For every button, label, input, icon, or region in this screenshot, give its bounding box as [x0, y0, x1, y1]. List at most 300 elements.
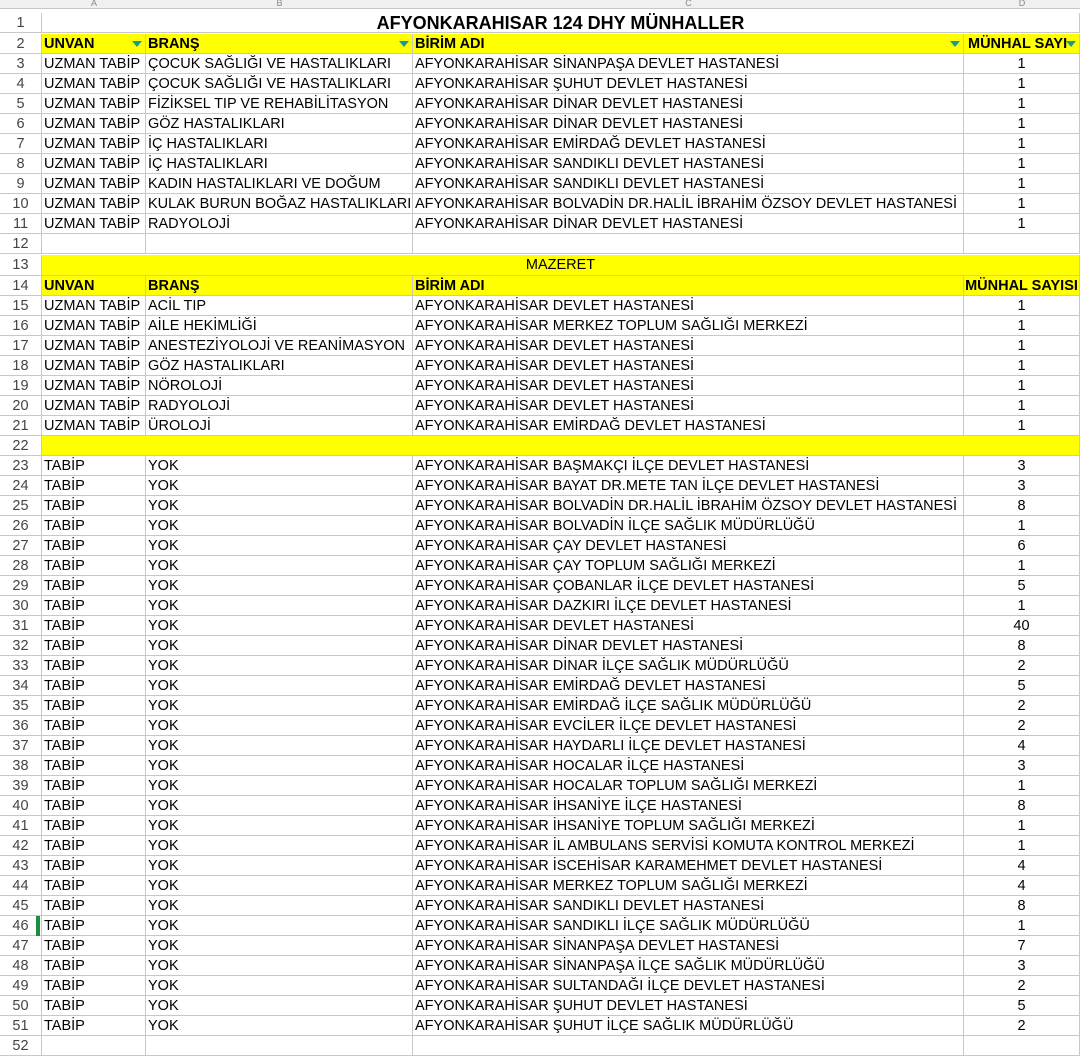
- cell-munhal[interactable]: 1: [964, 596, 1080, 616]
- cell-birim[interactable]: AFYONKARAHİSAR DİNAR DEVLET HASTANESİ: [413, 94, 964, 114]
- cell-brans[interactable]: YOK: [146, 816, 413, 836]
- row-22: [0, 436, 1080, 456]
- cell-birim[interactable]: AFYONKARAHİSAR DEVLET HASTANESİ: [413, 356, 964, 376]
- table-row: [0, 296, 1080, 316]
- cell-unvan[interactable]: TABİP: [42, 456, 146, 476]
- cell-birim[interactable]: AFYONKARAHİSAR İHSANİYE TOPLUM SAĞLIĞI MERKEZİ: [413, 816, 964, 836]
- row-number[interactable]: 46: [0, 916, 42, 936]
- cell-munhal[interactable]: 1: [964, 74, 1080, 94]
- cell-munhal[interactable]: 1: [964, 836, 1080, 856]
- header-munhal-label: MÜNHAL SAYI: [968, 36, 1068, 52]
- header-munhal[interactable]: [964, 34, 1080, 54]
- cell-brans[interactable]: YOK: [146, 756, 413, 776]
- table-row: [0, 356, 1080, 376]
- row-number[interactable]: 51: [0, 1016, 42, 1036]
- cell-munhal[interactable]: 1: [964, 154, 1080, 174]
- cell-munhal[interactable]: 2: [964, 1016, 1080, 1036]
- cell-birim[interactable]: AFYONKARAHİSAR SULTANDAĞI İLÇE DEVLET HASTANESİ: [413, 976, 964, 996]
- cell-unvan[interactable]: TABİP: [42, 936, 146, 956]
- table-row: [0, 1016, 1080, 1036]
- cell-munhal[interactable]: 6: [964, 536, 1080, 556]
- table-row: [0, 776, 1080, 796]
- table-row: [0, 936, 1080, 956]
- cell-brans[interactable]: YOK: [146, 996, 413, 1016]
- cell-unvan[interactable]: TABİP: [42, 536, 146, 556]
- row-number[interactable]: 49: [0, 976, 42, 996]
- cell-unvan[interactable]: TABİP: [42, 876, 146, 896]
- row-number[interactable]: 48: [0, 956, 42, 976]
- cell-unvan[interactable]: TABİP: [42, 796, 146, 816]
- table-row: [0, 94, 1080, 114]
- cell-brans[interactable]: YOK: [146, 696, 413, 716]
- row-number[interactable]: 2: [0, 34, 42, 54]
- table-row: [0, 816, 1080, 836]
- cell-birim[interactable]: AFYONKARAHİSAR DEVLET HASTANESİ: [413, 296, 964, 316]
- mazeret-section-label[interactable]: MAZERET: [42, 255, 1080, 276]
- cell-birim[interactable]: AFYONKARAHİSAR BAYAT DR.METE TAN İLÇE DEVLET HASTANESİ: [413, 476, 964, 496]
- filter-dropdown-icon[interactable]: [399, 41, 409, 47]
- row-number[interactable]: 47: [0, 936, 42, 956]
- cell-birim[interactable]: AFYONKARAHİSAR ŞUHUT DEVLET HASTANESİ: [413, 996, 964, 1016]
- cell-brans[interactable]: AİLE HEKİMLİĞİ: [146, 316, 413, 336]
- row-number[interactable]: 41: [0, 816, 42, 836]
- row-number[interactable]: 3: [0, 54, 42, 74]
- cell-unvan[interactable]: TABİP: [42, 616, 146, 636]
- cell[interactable]: [42, 234, 146, 254]
- cell-brans[interactable]: YOK: [146, 536, 413, 556]
- cell-brans[interactable]: YOK: [146, 556, 413, 576]
- row-number[interactable]: 44: [0, 876, 42, 896]
- cell-brans[interactable]: ACİL TIP: [146, 296, 413, 316]
- table-row: [0, 996, 1080, 1016]
- cell-unvan[interactable]: TABİP: [42, 496, 146, 516]
- cell-unvan[interactable]: TABİP: [42, 476, 146, 496]
- cell-birim[interactable]: AFYONKARAHİSAR İHSANİYE İLÇE HASTANESİ: [413, 796, 964, 816]
- cell-munhal[interactable]: 8: [964, 636, 1080, 656]
- cell-unvan[interactable]: TABİP: [42, 736, 146, 756]
- cell-munhal[interactable]: 1: [964, 396, 1080, 416]
- cell[interactable]: [146, 234, 413, 254]
- cell-unvan[interactable]: UZMAN TABİP: [42, 376, 146, 396]
- cell-birim[interactable]: AFYONKARAHİSAR İL AMBULANS SERVİSİ KOMUTA KONTROL MERKEZİ: [413, 836, 964, 856]
- cell-birim[interactable]: AFYONKARAHİSAR ÇOBANLAR İLÇE DEVLET HASTANESİ: [413, 576, 964, 596]
- row-number[interactable]: 25: [0, 496, 42, 516]
- separator-row[interactable]: [42, 436, 1080, 456]
- cell-brans[interactable]: YOK: [146, 496, 413, 516]
- header-brans-label: BRANŞ: [148, 36, 200, 52]
- cell-birim[interactable]: AFYONKARAHİSAR EMİRDAĞ DEVLET HASTANESİ: [413, 134, 964, 154]
- table-row: [0, 376, 1080, 396]
- cell-birim[interactable]: AFYONKARAHİSAR BAŞMAKÇI İLÇE DEVLET HASTANESİ: [413, 456, 964, 476]
- cell-munhal[interactable]: 1: [964, 776, 1080, 796]
- cell-brans[interactable]: İÇ HASTALIKLARI: [146, 134, 413, 154]
- cell-munhal[interactable]: 3: [964, 456, 1080, 476]
- cell-birim[interactable]: AFYONKARAHİSAR ŞUHUT İLÇE SAĞLIK MÜDÜRLÜĞÜ: [413, 1016, 964, 1036]
- cell-birim[interactable]: AFYONKARAHİSAR SANDIKLI DEVLET HASTANESİ: [413, 154, 964, 174]
- table-row: [0, 576, 1080, 596]
- cell-unvan[interactable]: UZMAN TABİP: [42, 194, 146, 214]
- cell-unvan[interactable]: TABİP: [42, 1016, 146, 1036]
- row-number[interactable]: 38: [0, 756, 42, 776]
- cell-munhal[interactable]: 1: [964, 214, 1080, 234]
- row-number[interactable]: 15: [0, 296, 42, 316]
- cell-birim[interactable]: AFYONKARAHİSAR HOCALAR İLÇE HASTANESİ: [413, 756, 964, 776]
- table-row: [0, 956, 1080, 976]
- cell-munhal[interactable]: 8: [964, 496, 1080, 516]
- cell-birim[interactable]: AFYONKARAHİSAR SİNANPAŞA DEVLET HASTANESİ: [413, 54, 964, 74]
- cell-munhal[interactable]: 8: [964, 896, 1080, 916]
- row-number[interactable]: 31: [0, 616, 42, 636]
- cell-brans[interactable]: YOK: [146, 636, 413, 656]
- cell-munhal[interactable]: 1: [964, 356, 1080, 376]
- cell-munhal[interactable]: 1: [964, 134, 1080, 154]
- cell-birim[interactable]: AFYONKARAHİSAR MERKEZ TOPLUM SAĞLIĞI MERKEZİ: [413, 876, 964, 896]
- cell-munhal[interactable]: 2: [964, 716, 1080, 736]
- cell-brans[interactable]: ÇOCUK SAĞLIĞI VE HASTALIKLARI: [146, 54, 413, 74]
- header-birim-label: BİRİM ADI: [415, 36, 485, 52]
- cell-unvan[interactable]: TABİP: [42, 516, 146, 536]
- row-number[interactable]: 23: [0, 456, 42, 476]
- row-number[interactable]: 16: [0, 316, 42, 336]
- cell[interactable]: [42, 1036, 146, 1056]
- row-number[interactable]: 5: [0, 94, 42, 114]
- corner-cell[interactable]: [0, 0, 42, 9]
- cell-birim[interactable]: AFYONKARAHİSAR DEVLET HASTANESİ: [413, 376, 964, 396]
- cell-birim[interactable]: AFYONKARAHİSAR DİNAR DEVLET HASTANESİ: [413, 114, 964, 134]
- cell-birim[interactable]: AFYONKARAHİSAR BOLVADİN DR.HALİL İBRAHİM ÖZSOY DEVLET HASTANESİ: [413, 194, 964, 214]
- cell-birim[interactable]: AFYONKARAHİSAR SİNANPAŞA DEVLET HASTANESİ: [413, 936, 964, 956]
- cell-brans[interactable]: YOK: [146, 896, 413, 916]
- cell-munhal[interactable]: 5: [964, 676, 1080, 696]
- cell-birim[interactable]: AFYONKARAHİSAR DEVLET HASTANESİ: [413, 336, 964, 356]
- row-number[interactable]: 33: [0, 656, 42, 676]
- cell-brans[interactable]: YOK: [146, 716, 413, 736]
- col-header-b[interactable]: B: [146, 0, 413, 9]
- table-row: [0, 536, 1080, 556]
- cell-brans[interactable]: YOK: [146, 476, 413, 496]
- table-row: [0, 616, 1080, 636]
- cell-unvan[interactable]: UZMAN TABİP: [42, 54, 146, 74]
- cell-birim[interactable]: AFYONKARAHİSAR SİNANPAŞA İLÇE SAĞLIK MÜDÜRLÜĞÜ: [413, 956, 964, 976]
- row-number[interactable]: 11: [0, 214, 42, 234]
- cell-munhal[interactable]: 1: [964, 336, 1080, 356]
- row-number[interactable]: 35: [0, 696, 42, 716]
- row-52: [0, 1036, 1080, 1056]
- table-row: [0, 836, 1080, 856]
- cell-brans[interactable]: ÇOCUK SAĞLIĞI VE HASTALIKLARI: [146, 74, 413, 94]
- cell-munhal[interactable]: 1: [964, 816, 1080, 836]
- row-number[interactable]: 42: [0, 836, 42, 856]
- row-number[interactable]: 40: [0, 796, 42, 816]
- row-13: [0, 255, 1080, 276]
- sheet-title[interactable]: AFYONKARAHISAR 124 DHY MÜNHALLER: [42, 13, 1080, 33]
- row-number[interactable]: 20: [0, 396, 42, 416]
- cell-munhal[interactable]: 2: [964, 656, 1080, 676]
- cell-munhal[interactable]: 8: [964, 796, 1080, 816]
- row-number[interactable]: 22: [0, 436, 42, 456]
- cell-unvan[interactable]: TABİP: [42, 896, 146, 916]
- cell-unvan[interactable]: TABİP: [42, 956, 146, 976]
- cell-unvan[interactable]: UZMAN TABİP: [42, 296, 146, 316]
- cell-birim[interactable]: AFYONKARAHİSAR HAYDARLI İLÇE DEVLET HASTANESİ: [413, 736, 964, 756]
- cell-brans[interactable]: YOK: [146, 936, 413, 956]
- cell-birim[interactable]: AFYONKARAHİSAR EMİRDAĞ İLÇE SAĞLIK MÜDÜRLÜĞÜ: [413, 696, 964, 716]
- cell[interactable]: [964, 1036, 1080, 1056]
- cell-brans[interactable]: YOK: [146, 856, 413, 876]
- cell-brans[interactable]: YOK: [146, 876, 413, 896]
- row-number[interactable]: 29: [0, 576, 42, 596]
- cell-munhal[interactable]: 2: [964, 696, 1080, 716]
- row-2-header: [0, 34, 1080, 54]
- cell-unvan[interactable]: TABİP: [42, 676, 146, 696]
- cell-brans[interactable]: GÖZ HASTALIKLARI: [146, 114, 413, 134]
- cell-brans[interactable]: ÜROLOJİ: [146, 416, 413, 436]
- cell-birim[interactable]: AFYONKARAHİSAR MERKEZ TOPLUM SAĞLIĞI MERKEZİ: [413, 316, 964, 336]
- row-number[interactable]: 1: [0, 13, 42, 33]
- cell-brans[interactable]: GÖZ HASTALIKLARI: [146, 356, 413, 376]
- cell-birim[interactable]: AFYONKARAHİSAR SANDIKLI DEVLET HASTANESİ: [413, 896, 964, 916]
- cell-birim[interactable]: AFYONKARAHİSAR DİNAR DEVLET HASTANESİ: [413, 214, 964, 234]
- row-number[interactable]: 30: [0, 596, 42, 616]
- cell-munhal[interactable]: 1: [964, 316, 1080, 336]
- cell-munhal[interactable]: 1: [964, 516, 1080, 536]
- cell-brans[interactable]: YOK: [146, 1016, 413, 1036]
- cell-munhal[interactable]: 1: [964, 916, 1080, 936]
- row-number[interactable]: 13: [0, 255, 42, 276]
- cell[interactable]: [964, 234, 1080, 254]
- cell-brans[interactable]: YOK: [146, 836, 413, 856]
- cell-birim[interactable]: AFYONKARAHİSAR SANDIKLI İLÇE SAĞLIK MÜDÜRLÜĞÜ: [413, 916, 964, 936]
- cell-birim[interactable]: AFYONKARAHİSAR SANDIKLI DEVLET HASTANESİ: [413, 174, 964, 194]
- row-number[interactable]: 34: [0, 676, 42, 696]
- row-number[interactable]: 12: [0, 234, 42, 254]
- cell-unvan[interactable]: TABİP: [42, 916, 146, 936]
- cell-unvan[interactable]: TABİP: [42, 636, 146, 656]
- cell-birim[interactable]: AFYONKARAHİSAR DEVLET HASTANESİ: [413, 396, 964, 416]
- row-number[interactable]: 8: [0, 154, 42, 174]
- row-number[interactable]: 43: [0, 856, 42, 876]
- table-row: [0, 456, 1080, 476]
- cell-munhal[interactable]: 7: [964, 936, 1080, 956]
- row-number[interactable]: 19: [0, 376, 42, 396]
- cell-birim[interactable]: AFYONKARAHİSAR ŞUHUT DEVLET HASTANESİ: [413, 74, 964, 94]
- cell-unvan[interactable]: TABİP: [42, 556, 146, 576]
- row-number[interactable]: 45: [0, 896, 42, 916]
- cell-brans[interactable]: YOK: [146, 776, 413, 796]
- cell-brans[interactable]: YOK: [146, 796, 413, 816]
- row-number[interactable]: 37: [0, 736, 42, 756]
- cell-brans[interactable]: YOK: [146, 516, 413, 536]
- cell-munhal[interactable]: 1: [964, 376, 1080, 396]
- cell-brans[interactable]: RADYOLOJİ: [146, 396, 413, 416]
- row-number[interactable]: 27: [0, 536, 42, 556]
- table-row: [0, 696, 1080, 716]
- filter-dropdown-icon[interactable]: [1066, 41, 1076, 47]
- header-munhal[interactable]: MÜNHAL SAYISI: [964, 276, 1080, 296]
- header-birim[interactable]: BİRİM ADI: [413, 276, 964, 296]
- cell-munhal[interactable]: 1: [964, 174, 1080, 194]
- col-header-d[interactable]: D: [964, 0, 1080, 9]
- cell-unvan[interactable]: UZMAN TABİP: [42, 416, 146, 436]
- cell[interactable]: [413, 234, 964, 254]
- cell-munhal[interactable]: 3: [964, 476, 1080, 496]
- cell-munhal[interactable]: 1: [964, 194, 1080, 214]
- cell-munhal[interactable]: 4: [964, 876, 1080, 896]
- cell-unvan[interactable]: UZMAN TABİP: [42, 336, 146, 356]
- cell[interactable]: [146, 1036, 413, 1056]
- cell-brans[interactable]: NÖROLOJİ: [146, 376, 413, 396]
- table-row: [0, 516, 1080, 536]
- cell-munhal[interactable]: 4: [964, 736, 1080, 756]
- table-row: [0, 556, 1080, 576]
- header-unvan[interactable]: UNVAN: [42, 276, 146, 296]
- cell-brans[interactable]: ANESTEZİYOLOJİ VE REANİMASYON: [146, 336, 413, 356]
- cell-brans[interactable]: FİZİKSEL TIP VE REHABİLİTASYON: [146, 94, 413, 114]
- cell-munhal[interactable]: 1: [964, 94, 1080, 114]
- cell-munhal[interactable]: 1: [964, 114, 1080, 134]
- row-number[interactable]: 39: [0, 776, 42, 796]
- cell-brans[interactable]: YOK: [146, 616, 413, 636]
- cell-unvan[interactable]: TABİP: [42, 716, 146, 736]
- cell-unvan[interactable]: TABİP: [42, 576, 146, 596]
- table-row: [0, 676, 1080, 696]
- cell-brans[interactable]: İÇ HASTALIKLARI: [146, 154, 413, 174]
- row-number[interactable]: 4: [0, 74, 42, 94]
- cell-brans[interactable]: KULAK BURUN BOĞAZ HASTALIKLARI: [148, 196, 412, 212]
- table-row: [0, 476, 1080, 496]
- table-row: [0, 796, 1080, 816]
- cell-birim[interactable]: AFYONKARAHİSAR BOLVADİN DR.HALİL İBRAHİM ÖZSOY DEVLET HASTANESİ: [413, 496, 964, 516]
- table-row: [0, 916, 1080, 936]
- cell-munhal[interactable]: 1: [964, 556, 1080, 576]
- row-number[interactable]: 26: [0, 516, 42, 536]
- row-number[interactable]: 24: [0, 476, 42, 496]
- row-number[interactable]: 14: [0, 276, 42, 296]
- cell-unvan[interactable]: TABİP: [42, 976, 146, 996]
- cell-unvan[interactable]: UZMAN TABİP: [42, 356, 146, 376]
- cell-birim[interactable]: AFYONKARAHİSAR DAZKIRI İLÇE DEVLET HASTANESİ: [413, 596, 964, 616]
- row-number[interactable]: 10: [0, 194, 42, 214]
- row-number[interactable]: 9: [0, 174, 42, 194]
- cell-unvan[interactable]: TABİP: [42, 756, 146, 776]
- cell-brans[interactable]: KADIN HASTALIKLARI VE DOĞUM: [146, 174, 413, 194]
- table-row: [0, 54, 1080, 74]
- table-row: [0, 336, 1080, 356]
- cell-brans[interactable]: YOK: [146, 956, 413, 976]
- row-number[interactable]: 50: [0, 996, 42, 1016]
- cell-birim[interactable]: AFYONKARAHİSAR EVCİLER İLÇE DEVLET HASTANESİ: [413, 716, 964, 736]
- cell-unvan[interactable]: UZMAN TABİP: [42, 94, 146, 114]
- table-row: [0, 636, 1080, 656]
- cell-munhal[interactable]: 3: [964, 956, 1080, 976]
- cell-birim[interactable]: AFYONKARAHİSAR ÇAY DEVLET HASTANESİ: [413, 536, 964, 556]
- col-header-a[interactable]: A: [42, 0, 146, 9]
- cell-munhal[interactable]: 1: [964, 54, 1080, 74]
- cell-unvan[interactable]: TABİP: [42, 856, 146, 876]
- row-number[interactable]: 36: [0, 716, 42, 736]
- cell-birim[interactable]: AFYONKARAHİSAR İSCEHİSAR KARAMEHMET DEVLET HASTANESİ: [413, 856, 964, 876]
- row-number[interactable]: 6: [0, 114, 42, 134]
- cell-birim[interactable]: AFYONKARAHİSAR HOCALAR TOPLUM SAĞLIĞI MERKEZİ: [413, 776, 964, 796]
- cell-brans[interactable]: YOK: [146, 456, 413, 476]
- cell-unvan[interactable]: UZMAN TABİP: [42, 154, 146, 174]
- cell-birim[interactable]: AFYONKARAHİSAR EMİRDAĞ DEVLET HASTANESİ: [413, 676, 964, 696]
- cell-munhal[interactable]: 4: [964, 856, 1080, 876]
- table-row: [0, 876, 1080, 896]
- cell-unvan[interactable]: TABİP: [42, 776, 146, 796]
- cell-unvan[interactable]: UZMAN TABİP: [42, 174, 146, 194]
- row-number[interactable]: 28: [0, 556, 42, 576]
- row-number[interactable]: 21: [0, 416, 42, 436]
- cell-unvan[interactable]: UZMAN TABİP: [42, 316, 146, 336]
- cell-unvan[interactable]: TABİP: [42, 656, 146, 676]
- cell-birim[interactable]: AFYONKARAHİSAR ÇAY TOPLUM SAĞLIĞI MERKEZİ: [413, 556, 964, 576]
- row-number[interactable]: 18: [0, 356, 42, 376]
- table-row: [0, 416, 1080, 436]
- cell-unvan[interactable]: UZMAN TABİP: [42, 396, 146, 416]
- col-header-c[interactable]: C: [413, 0, 964, 9]
- active-row-indicator: [36, 916, 40, 936]
- cell-brans[interactable]: RADYOLOJİ: [146, 214, 413, 234]
- row-number[interactable]: 17: [0, 336, 42, 356]
- cell-munhal[interactable]: 5: [964, 576, 1080, 596]
- cell-unvan[interactable]: UZMAN TABİP: [42, 74, 146, 94]
- table-row: [0, 114, 1080, 134]
- cell-brans[interactable]: YOK: [146, 916, 413, 936]
- table-row: [0, 154, 1080, 174]
- cell-unvan[interactable]: UZMAN TABİP: [42, 114, 146, 134]
- row-number[interactable]: 32: [0, 636, 42, 656]
- cell-brans[interactable]: YOK: [146, 736, 413, 756]
- filter-dropdown-icon[interactable]: [950, 41, 960, 47]
- header-brans[interactable]: [146, 34, 413, 54]
- cell-birim[interactable]: AFYONKARAHİSAR BOLVADİN İLÇE SAĞLIK MÜDÜRLÜĞÜ: [413, 516, 964, 536]
- cell-brans[interactable]: YOK: [146, 596, 413, 616]
- cell-birim[interactable]: AFYONKARAHİSAR DİNAR İLÇE SAĞLIK MÜDÜRLÜĞÜ: [413, 656, 964, 676]
- cell[interactable]: [413, 1036, 964, 1056]
- cell-munhal[interactable]: 5: [964, 996, 1080, 1016]
- cell-brans[interactable]: YOK: [146, 576, 413, 596]
- header-brans[interactable]: BRANŞ: [146, 276, 413, 296]
- cell-unvan[interactable]: UZMAN TABİP: [42, 214, 146, 234]
- header-birim[interactable]: [413, 34, 964, 54]
- row-number[interactable]: 52: [0, 1036, 42, 1056]
- cell-birim[interactable]: AFYONKARAHİSAR EMİRDAĞ DEVLET HASTANESİ: [413, 416, 964, 436]
- cell-unvan[interactable]: TABİP: [42, 996, 146, 1016]
- cell-unvan[interactable]: TABİP: [42, 596, 146, 616]
- cell-unvan[interactable]: UZMAN TABİP: [42, 134, 146, 154]
- cell-munhal[interactable]: 1: [964, 296, 1080, 316]
- cell-birim[interactable]: AFYONKARAHİSAR DEVLET HASTANESİ: [413, 616, 964, 636]
- table-row: [0, 716, 1080, 736]
- cell-brans[interactable]: YOK: [146, 676, 413, 696]
- cell-munhal[interactable]: 1: [964, 416, 1080, 436]
- cell-unvan[interactable]: TABİP: [42, 696, 146, 716]
- filter-dropdown-icon[interactable]: [132, 41, 142, 47]
- table-row: [0, 396, 1080, 416]
- cell-munhal[interactable]: 40: [964, 616, 1080, 636]
- cell-birim[interactable]: AFYONKARAHİSAR DİNAR DEVLET HASTANESİ: [413, 636, 964, 656]
- header-unvan[interactable]: [42, 34, 146, 54]
- cell-munhal[interactable]: 2: [964, 976, 1080, 996]
- cell-munhal[interactable]: 3: [964, 756, 1080, 776]
- cell-unvan[interactable]: TABİP: [42, 816, 146, 836]
- row-1: [0, 13, 1080, 33]
- cell-unvan[interactable]: TABİP: [42, 836, 146, 856]
- cell-brans[interactable]: YOK: [146, 976, 413, 996]
- row-number[interactable]: 7: [0, 134, 42, 154]
- cell-brans[interactable]: YOK: [146, 656, 413, 676]
